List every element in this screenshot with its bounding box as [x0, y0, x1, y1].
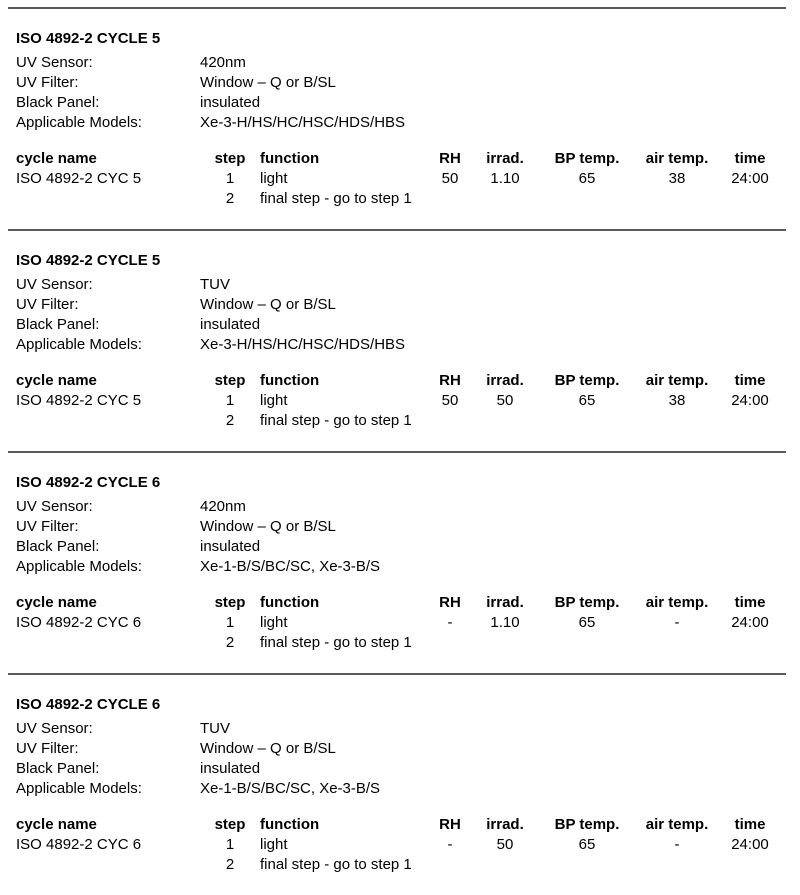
cell-air-temp: 38: [668, 170, 686, 187]
header-time: time: [734, 150, 766, 167]
table-row: [16, 411, 786, 431]
meta-row-uv-sensor: [16, 497, 786, 517]
cell-air-temp: [640, 633, 714, 653]
table-row: [16, 189, 786, 209]
header-cycle-name: cycle name: [16, 594, 97, 611]
meta-value-uv-filter: Window – Q or B/SL: [200, 518, 336, 535]
meta-value-uv-filter: Window – Q or B/SL: [200, 740, 336, 757]
cell-function: light: [260, 392, 288, 409]
cycle-table: [16, 815, 786, 875]
header-cycle-name: cycle name: [16, 150, 97, 167]
cell-time: [714, 633, 786, 653]
table-row: [16, 613, 786, 633]
cell-irrad: 50: [496, 836, 514, 853]
meta-row-black-panel: [16, 537, 786, 557]
meta-label-black-panel: Black Panel:: [16, 538, 100, 555]
header-irrad: irrad.: [486, 594, 524, 611]
cell-step: 2: [225, 856, 235, 873]
meta-value-uv-sensor: TUV: [200, 720, 230, 737]
meta-value-black-panel: insulated: [200, 94, 261, 111]
header-step: step: [214, 150, 246, 167]
header-irrad: irrad.: [486, 372, 524, 389]
cycle-section-1: [8, 9, 786, 229]
header-time: time: [734, 594, 766, 611]
table-row: [16, 633, 786, 653]
meta-label-black-panel: Black Panel:: [16, 94, 100, 111]
meta-value-uv-sensor: 420nm: [200, 54, 246, 71]
table-header-row: [16, 149, 786, 169]
table-header-row: [16, 371, 786, 391]
cell-air-temp: -: [674, 836, 680, 853]
meta-value-uv-filter: Window – Q or B/SL: [200, 74, 336, 91]
cell-rh: -: [447, 836, 453, 853]
cell-step: 1: [225, 170, 235, 187]
meta-row-uv-sensor: [16, 275, 786, 295]
cell-step: 1: [225, 614, 235, 631]
header-step: step: [214, 594, 246, 611]
cell-cycle-name: [16, 411, 208, 431]
cycle-section-2: [8, 231, 786, 451]
header-air-temp: air temp.: [645, 816, 709, 833]
header-rh: RH: [439, 372, 461, 389]
meta-label-applicable-models: Applicable Models:: [16, 336, 142, 353]
meta-label-uv-sensor: UV Sensor:: [16, 54, 93, 71]
cell-rh: 50: [441, 392, 459, 409]
cell-cycle-name: [16, 855, 208, 875]
header-function: function: [260, 150, 320, 167]
cell-time: 24:00: [731, 170, 769, 187]
header-time: time: [734, 372, 766, 389]
table-row: [16, 835, 786, 855]
header-time: time: [734, 816, 766, 833]
meta-block: [16, 497, 786, 577]
meta-row-black-panel: [16, 759, 786, 779]
meta-value-applicable-models: Xe-3-H/HS/HC/HSC/HDS/HBS: [200, 114, 406, 131]
header-air-temp: air temp.: [645, 594, 709, 611]
meta-block: [16, 53, 786, 133]
header-step: step: [214, 372, 246, 389]
meta-row-uv-filter: [16, 517, 786, 537]
cell-irrad: 50: [496, 392, 514, 409]
header-rh: RH: [439, 150, 461, 167]
meta-label-uv-filter: UV Filter:: [16, 74, 79, 91]
table-header-row: [16, 593, 786, 613]
meta-row-uv-sensor: [16, 53, 786, 73]
table-row: [16, 391, 786, 411]
header-air-temp: air temp.: [645, 372, 709, 389]
cell-rh: -: [447, 614, 453, 631]
meta-value-uv-sensor: 420nm: [200, 498, 246, 515]
cell-cycle-name: [16, 633, 208, 653]
cell-air-temp: -: [674, 614, 680, 631]
cell-step: 1: [225, 392, 235, 409]
cell-function: final step - go to step 1: [260, 856, 412, 873]
meta-label-black-panel: Black Panel:: [16, 760, 100, 777]
meta-row-uv-filter: [16, 295, 786, 315]
meta-block: [16, 719, 786, 799]
section-title: ISO 4892-2 CYCLE 6: [16, 696, 161, 713]
meta-label-applicable-models: Applicable Models:: [16, 780, 142, 797]
meta-value-applicable-models: Xe-1-B/S/BC/SC, Xe-3-B/S: [200, 558, 381, 575]
cell-time: [714, 189, 786, 209]
cell-step: 1: [225, 836, 235, 853]
cell-irrad: [476, 411, 534, 431]
table-header-row: [16, 815, 786, 835]
cell-air-temp: 38: [668, 392, 686, 409]
table-row: [16, 169, 786, 189]
meta-row-applicable-models: [16, 335, 786, 355]
meta-block: [16, 275, 786, 355]
table-row: [16, 855, 786, 875]
cell-step: 2: [225, 190, 235, 207]
cell-rh: [424, 633, 476, 653]
cell-cycle-name: ISO 4892-2 CYC 6: [16, 614, 142, 631]
cell-step: 2: [225, 412, 235, 429]
header-step: step: [214, 816, 246, 833]
header-rh: RH: [439, 594, 461, 611]
cell-bp-temp: [534, 855, 640, 875]
cell-cycle-name: ISO 4892-2 CYC 5: [16, 392, 142, 409]
cell-time: 24:00: [731, 392, 769, 409]
cell-cycle-name: ISO 4892-2 CYC 6: [16, 836, 142, 853]
meta-row-uv-sensor: [16, 719, 786, 739]
cell-function: light: [260, 614, 288, 631]
section-title: ISO 4892-2 CYCLE 5: [16, 252, 161, 269]
cell-irrad: [476, 189, 534, 209]
meta-value-black-panel: insulated: [200, 538, 261, 555]
cell-irrad: [476, 633, 534, 653]
cell-time: [714, 855, 786, 875]
section-title: ISO 4892-2 CYCLE 5: [16, 30, 161, 47]
cell-time: 24:00: [731, 614, 769, 631]
header-bp-temp: BP temp.: [554, 594, 620, 611]
section-title: ISO 4892-2 CYCLE 6: [16, 474, 161, 491]
meta-label-uv-sensor: UV Sensor:: [16, 720, 93, 737]
cell-bp-temp: 65: [578, 614, 596, 631]
meta-label-uv-filter: UV Filter:: [16, 296, 79, 313]
meta-row-uv-filter: [16, 739, 786, 759]
cell-time: 24:00: [731, 836, 769, 853]
cycle-table: [16, 149, 786, 209]
header-bp-temp: BP temp.: [554, 816, 620, 833]
meta-label-applicable-models: Applicable Models:: [16, 114, 142, 131]
header-rh: RH: [439, 816, 461, 833]
header-function: function: [260, 816, 320, 833]
meta-row-applicable-models: [16, 779, 786, 799]
cell-cycle-name: ISO 4892-2 CYC 5: [16, 170, 142, 187]
meta-label-black-panel: Black Panel:: [16, 316, 100, 333]
header-bp-temp: BP temp.: [554, 150, 620, 167]
cell-rh: [424, 411, 476, 431]
meta-label-uv-sensor: UV Sensor:: [16, 276, 93, 293]
cell-cycle-name: [16, 189, 208, 209]
meta-value-applicable-models: Xe-1-B/S/BC/SC, Xe-3-B/S: [200, 780, 381, 797]
cell-rh: [424, 189, 476, 209]
cycle-table: [16, 371, 786, 431]
cell-function: final step - go to step 1: [260, 412, 412, 429]
cell-bp-temp: 65: [578, 836, 596, 853]
cell-bp-temp: 65: [578, 170, 596, 187]
cell-irrad: 1.10: [490, 614, 520, 631]
meta-value-uv-sensor: TUV: [200, 276, 230, 293]
meta-value-black-panel: insulated: [200, 316, 261, 333]
cell-air-temp: [640, 189, 714, 209]
meta-value-applicable-models: Xe-3-H/HS/HC/HSC/HDS/HBS: [200, 336, 406, 353]
cycle-table: [16, 593, 786, 653]
meta-label-applicable-models: Applicable Models:: [16, 558, 142, 575]
cell-bp-temp: [534, 189, 640, 209]
cell-time: [714, 411, 786, 431]
header-function: function: [260, 372, 320, 389]
cell-function: final step - go to step 1: [260, 634, 412, 651]
cell-irrad: [476, 855, 534, 875]
cell-bp-temp: [534, 633, 640, 653]
cell-function: light: [260, 170, 288, 187]
cell-air-temp: [640, 411, 714, 431]
cycle-section-4: [8, 675, 786, 895]
header-irrad: irrad.: [486, 816, 524, 833]
meta-value-uv-filter: Window – Q or B/SL: [200, 296, 336, 313]
meta-label-uv-filter: UV Filter:: [16, 518, 79, 535]
meta-row-applicable-models: [16, 113, 786, 133]
cell-bp-temp: 65: [578, 392, 596, 409]
header-bp-temp: BP temp.: [554, 372, 620, 389]
cell-function: final step - go to step 1: [260, 190, 412, 207]
cell-function: light: [260, 836, 288, 853]
header-irrad: irrad.: [486, 150, 524, 167]
cell-rh: 50: [441, 170, 459, 187]
cell-air-temp: [640, 855, 714, 875]
cell-bp-temp: [534, 411, 640, 431]
cycle-section-3: [8, 453, 786, 673]
header-air-temp: air temp.: [645, 150, 709, 167]
cell-rh: [424, 855, 476, 875]
meta-label-uv-sensor: UV Sensor:: [16, 498, 93, 515]
header-function: function: [260, 594, 320, 611]
header-cycle-name: cycle name: [16, 372, 97, 389]
meta-row-black-panel: [16, 315, 786, 335]
meta-row-black-panel: [16, 93, 786, 113]
meta-label-uv-filter: UV Filter:: [16, 740, 79, 757]
cell-irrad: 1.10: [490, 170, 520, 187]
meta-value-black-panel: insulated: [200, 760, 261, 777]
meta-row-applicable-models: [16, 557, 786, 577]
cell-step: 2: [225, 634, 235, 651]
meta-row-uv-filter: [16, 73, 786, 93]
header-cycle-name: cycle name: [16, 816, 97, 833]
